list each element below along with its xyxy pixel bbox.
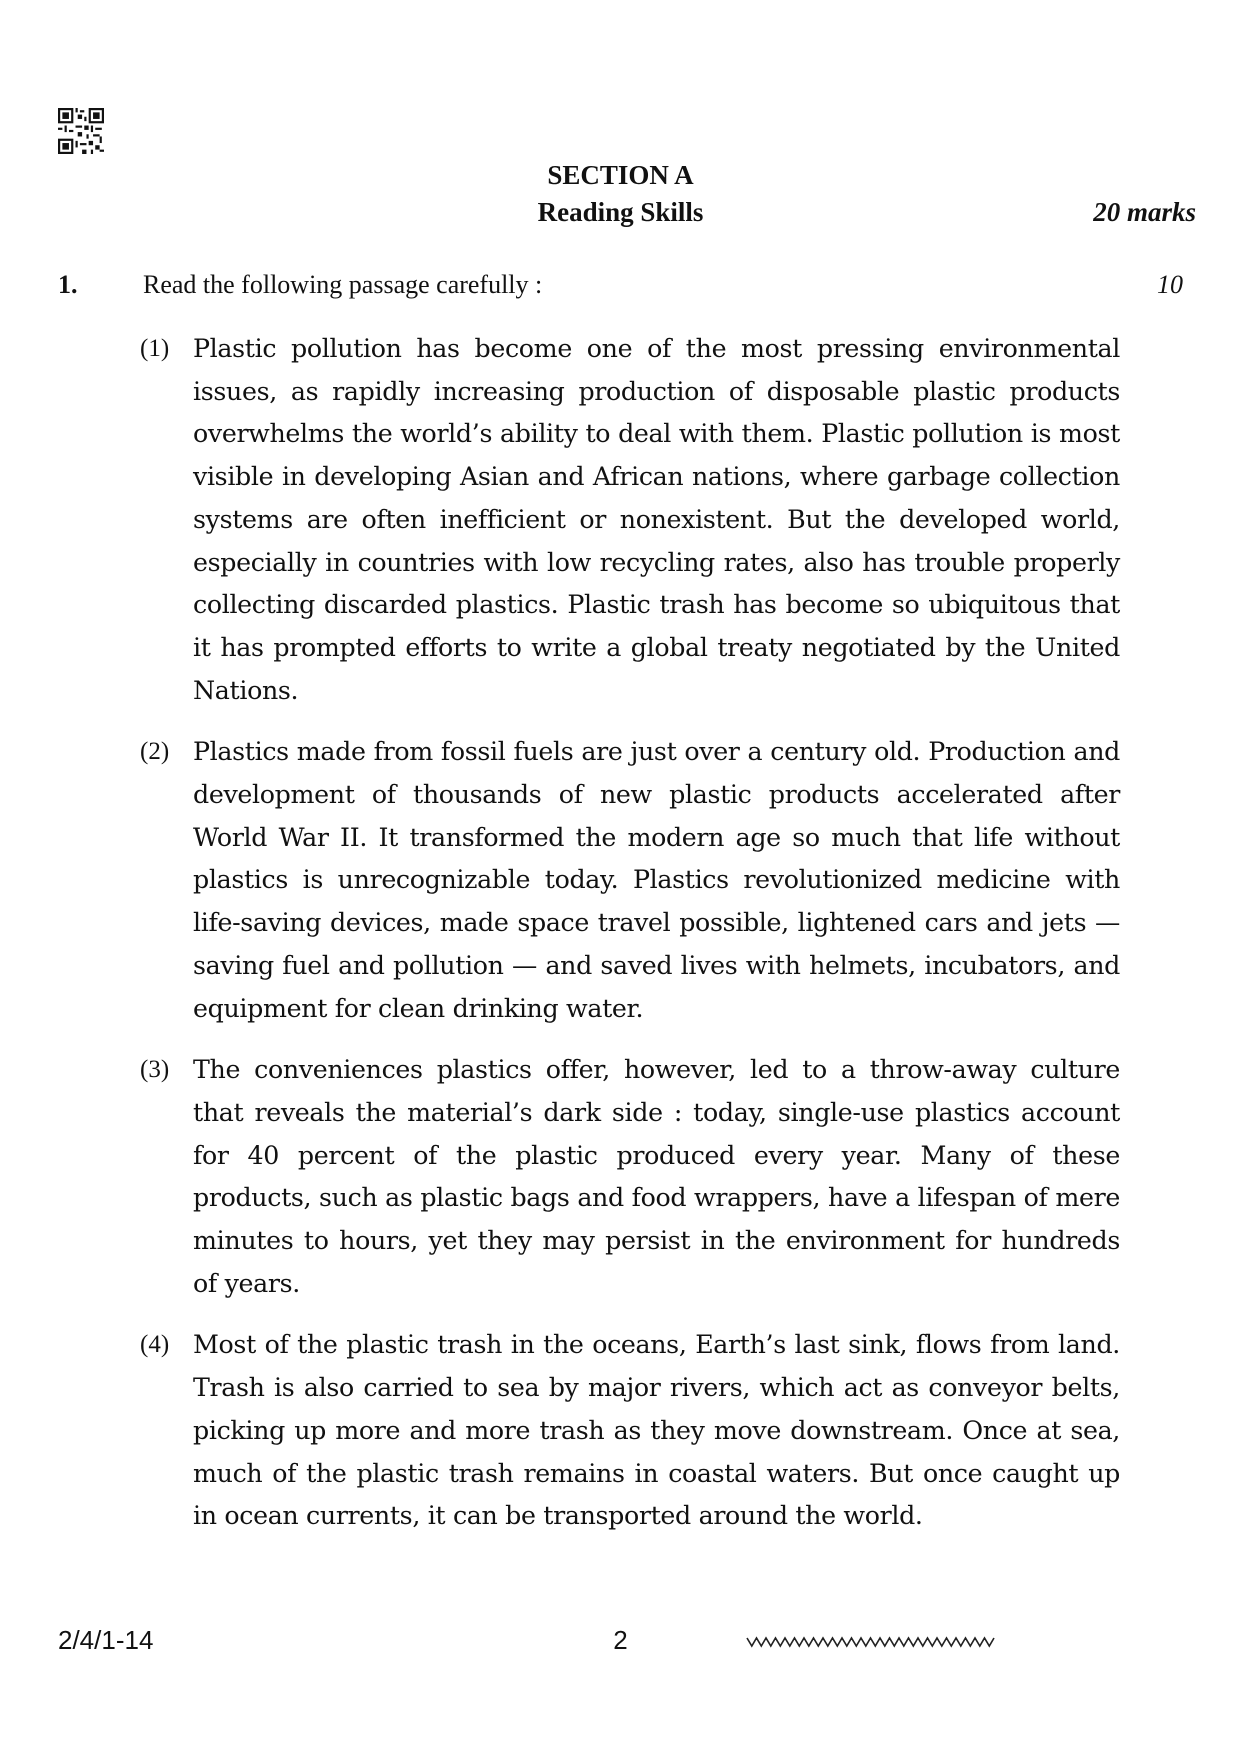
paragraph-number: (2)	[140, 738, 170, 766]
passage-paragraph	[140, 1324, 1120, 1538]
passage-paragraph	[140, 1049, 1120, 1305]
paragraph-text: The conveniences plastics offer, however, led to a throw-away culture that reveals the material’s dark side : today, single-use plastics account for 40 percent of the plastic produced every year. Many of these products, such as plastic bags and food wrappers, have a lifespan of mere minutes to hours, yet they may persist in the environment for hundreds of years.	[193, 1055, 1120, 1298]
paragraph-text: Plastic pollution has become one of the most pressing environmental issues, as rapidly increasing production of disposable plastic products overwhelms the world’s ability to deal with them. Plastic pollution is most visible in developing Asian and African nations, where garbage collection systems are often inefficient or nonexistent. But the developed world, especially in countries with low recycling rates, also has trouble properly collecting discarded plastics. Plastic trash has become so ubiquitous that it has prompted efforts to write a global treaty negotiated by the United Nations.	[193, 334, 1120, 705]
wavy-line-icon	[745, 1634, 995, 1650]
question-marks: 10	[1157, 270, 1183, 299]
passage	[140, 328, 1120, 1557]
question-instruction: Read the following passage carefully :	[143, 270, 543, 299]
section-subtitle: Reading Skills	[537, 197, 704, 227]
paragraph-number: (4)	[140, 1331, 170, 1359]
section-title: SECTION A	[547, 160, 694, 190]
footer-page-number: 2	[613, 1625, 628, 1655]
section-marks: 20 marks	[1093, 197, 1196, 227]
footer-paper-code: 2/4/1-14	[58, 1625, 154, 1655]
paragraph-text: Plastics made from fossil fuels are just over a century old. Production and development of thousands of new plastic products accelerated after World War II. It transformed the modern age so much that life without plastics is unrecognizable today. Plastics revolutionized medicine with life-saving devices, made space travel possible, lightened cars and jets — saving fuel and pollution — and saved lives with helmets, incubators, and equipment for clean drinking water.	[193, 737, 1120, 1023]
paragraph-text: Most of the plastic trash in the oceans, Earth’s last sink, flows from land. Trash is also carried to sea by major rivers, which act as conveyor belts, picking up more and more trash as they move downstream. Once at sea, much of the plastic trash remains in coastal waters. But once caught up in ocean currents, it can be transported around the world.	[193, 1330, 1120, 1531]
paragraph-number: (3)	[140, 1056, 170, 1084]
question-number: 1.	[58, 270, 78, 299]
qr-code-icon	[58, 108, 104, 154]
passage-paragraph	[140, 328, 1120, 712]
passage-paragraph	[140, 731, 1120, 1030]
paragraph-number: (1)	[140, 335, 170, 362]
